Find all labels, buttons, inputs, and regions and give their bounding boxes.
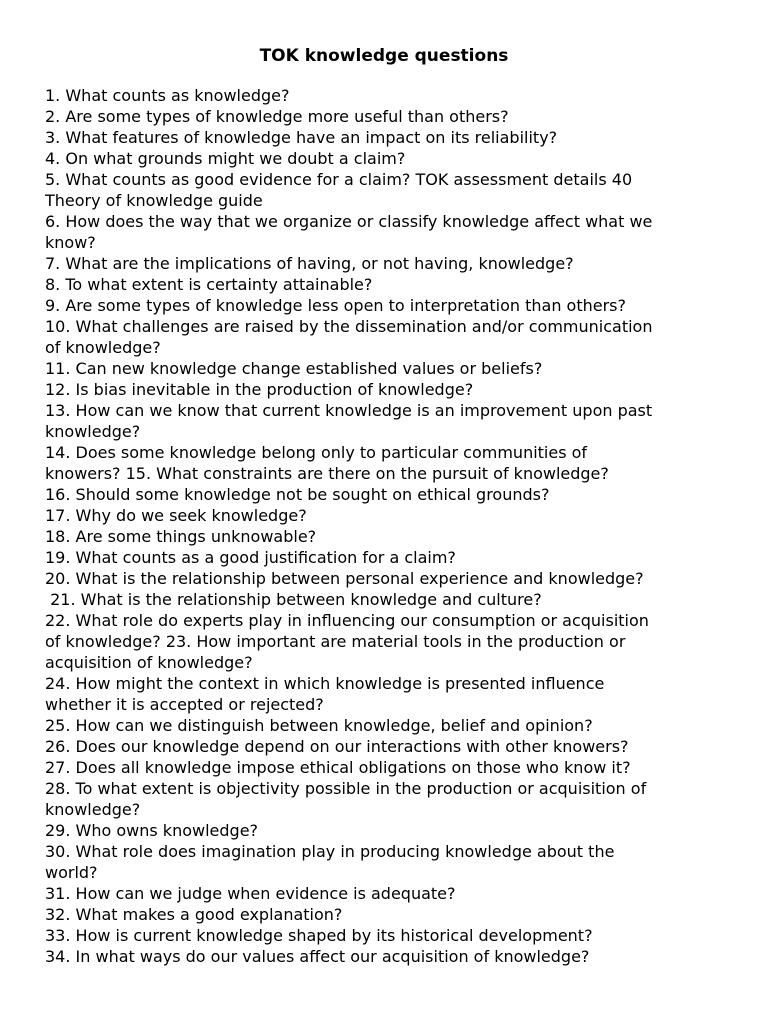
question-line: 20. What is the relationship between personal experience and knowledge?: [45, 569, 644, 588]
question-line: 27. Does all knowledge impose ethical obligations on those who know it?: [45, 758, 631, 777]
question-line: 3. What features of knowledge have an impact on its reliability?: [45, 128, 558, 147]
question-line: 11. Can new knowledge change established values or beliefs?: [45, 359, 543, 378]
question-line: 22. What role do experts play in influencing our consumption or acquisition: [45, 611, 649, 630]
question-line: of knowledge? 23. How important are material tools in the production or: [45, 632, 626, 651]
question-line: 17. Why do we seek knowledge?: [45, 506, 307, 525]
question-line: 10. What challenges are raised by the dissemination and/or communication: [45, 317, 653, 336]
question-line: know?: [45, 233, 96, 252]
question-line: 24. How might the context in which knowledge is presented influence: [45, 674, 605, 693]
question-line: 8. To what extent is certainty attainable?: [45, 275, 373, 294]
question-line: world?: [45, 863, 98, 882]
question-line: of knowledge?: [45, 338, 161, 357]
question-line: 32. What makes a good explanation?: [45, 905, 343, 924]
question-line: 26. Does our knowledge depend on our interactions with other knowers?: [45, 737, 629, 756]
question-line: 7. What are the implications of having, or not having, knowledge?: [45, 254, 574, 273]
question-line: 2. Are some types of knowledge more useful than others?: [45, 107, 509, 126]
question-line: 33. How is current knowledge shaped by its historical development?: [45, 926, 593, 945]
question-line: 29. Who owns knowledge?: [45, 821, 259, 840]
question-line: 13. How can we know that current knowledge is an improvement upon past: [45, 401, 653, 420]
question-line: 4. On what grounds might we doubt a claim?: [45, 149, 406, 168]
question-line: 21. What is the relationship between knowledge and culture?: [45, 590, 542, 609]
question-line: 34. In what ways do our values affect our acquisition of knowledge?: [45, 947, 590, 966]
question-line: 30. What role does imagination play in producing knowledge about the: [45, 842, 615, 861]
question-line: 12. Is bias inevitable in the production of knowledge?: [45, 380, 474, 399]
question-line: 9. Are some types of knowledge less open to interpretation than others?: [45, 296, 627, 315]
question-line: 28. To what extent is objectivity possible in the production or acquisition of: [45, 779, 647, 798]
question-line: 18. Are some things unknowable?: [45, 527, 317, 546]
question-line: 5. What counts as good evidence for a claim? TOK assessment details 40: [45, 170, 633, 189]
question-line: 25. How can we distinguish between knowledge, belief and opinion?: [45, 716, 593, 735]
question-line: Theory of knowledge guide: [45, 191, 263, 210]
question-line: acquisition of knowledge?: [45, 653, 253, 672]
question-line: 1. What counts as knowledge?: [45, 86, 290, 105]
page-title: TOK knowledge questions: [259, 46, 509, 66]
question-line: whether it is accepted or rejected?: [45, 695, 324, 714]
question-line: knowledge?: [45, 422, 141, 441]
question-list: [45, 85, 735, 967]
question-line: 16. Should some knowledge not be sought on ethical grounds?: [45, 485, 550, 504]
question-line: 14. Does some knowledge belong only to particular communities of: [45, 443, 588, 462]
question-line: knowers? 15. What constraints are there on the pursuit of knowledge?: [45, 464, 609, 483]
question-line: 6. How does the way that we organize or classify knowledge affect what we: [45, 212, 653, 231]
question-line: 31. How can we judge when evidence is adequate?: [45, 884, 456, 903]
question-line: knowledge?: [45, 800, 141, 819]
question-line: 19. What counts as a good justification for a claim?: [45, 548, 456, 567]
